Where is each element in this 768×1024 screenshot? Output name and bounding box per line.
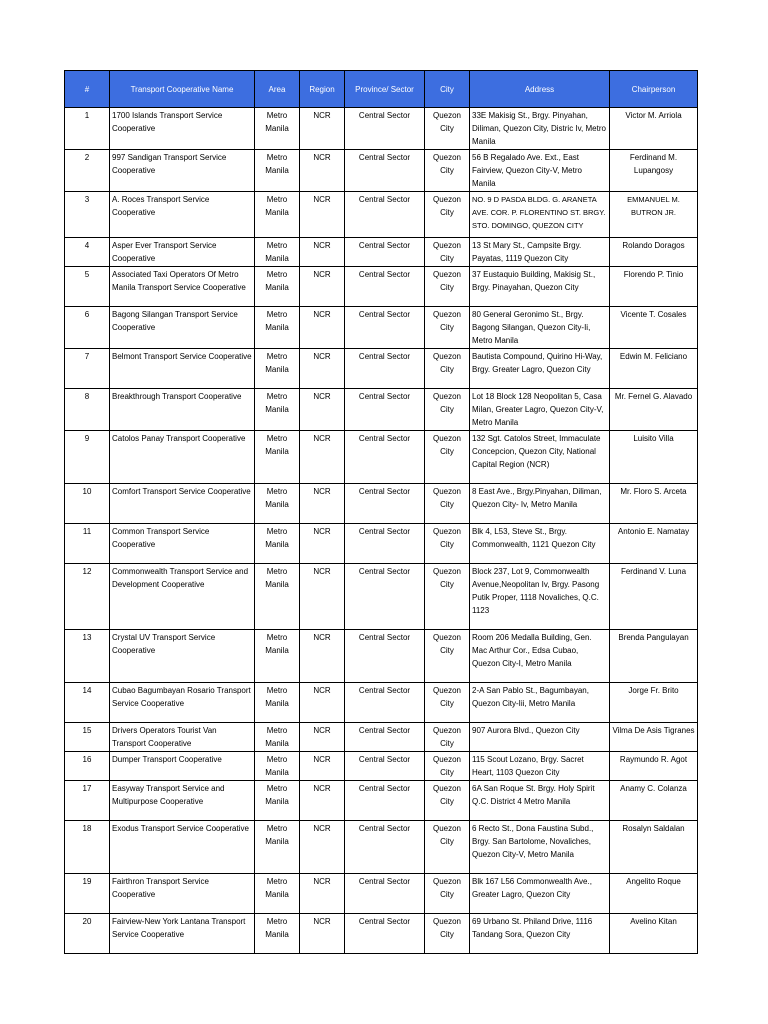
cell-num: 19: [65, 874, 110, 914]
cell-chairperson: Avelino Kitan: [610, 914, 698, 954]
cell-name: Asper Ever Transport Service Cooperative: [110, 238, 255, 267]
cell-address: NO. 9 D PASDA BLDG. G. ARANETA AVE. COR. P. FLORENTINO ST. BRGY. STO. DOMINGO, QUEZON CITY: [470, 192, 610, 238]
cell-address: 6A San Roque St. Brgy. Holy Spirit Q.C. District 4 Metro Manila: [470, 781, 610, 821]
cell-chairperson: Antonio E. Namatay: [610, 524, 698, 564]
cell-address: 69 Urbano St. Philand Drive, 1116 Tandang Sora, Quezon City: [470, 914, 610, 954]
cell-chairperson: Mr. Fernel G. Alavado: [610, 389, 698, 431]
cell-num: 13: [65, 630, 110, 683]
cell-name: Fairthron Transport Service Cooperative: [110, 874, 255, 914]
cell-name: Associated Taxi Operators Of Metro Manila Transport Service Cooperative: [110, 267, 255, 307]
cell-name: Bagong Silangan Transport Service Cooperative: [110, 307, 255, 349]
cell-city: Quezon City: [425, 524, 470, 564]
cell-city: Quezon City: [425, 683, 470, 723]
header-address: Address: [470, 71, 610, 108]
cell-region: NCR: [300, 389, 345, 431]
cell-num: 7: [65, 349, 110, 389]
cell-area: Metro Manila: [255, 723, 300, 752]
cell-city: Quezon City: [425, 431, 470, 484]
header-region: Region: [300, 71, 345, 108]
cell-name: Common Transport Service Cooperative: [110, 524, 255, 564]
cell-address: 2-A San Pablo St., Bagumbayan, Quezon City-Iii, Metro Manila: [470, 683, 610, 723]
cell-region: NCR: [300, 821, 345, 874]
cell-address: 37 Eustaquio Building, Makisig St., Brgy. Pinayahan, Quezon City: [470, 267, 610, 307]
cell-province-sector: Central Sector: [345, 914, 425, 954]
cell-num: 1: [65, 108, 110, 150]
cell-name: Drivers Operators Tourist Van Transport Cooperative: [110, 723, 255, 752]
table-row: [65, 683, 698, 723]
cell-address: 56 B Regalado Ave. Ext., East Fairview, Quezon City-V, Metro Manila: [470, 150, 610, 192]
cell-region: NCR: [300, 914, 345, 954]
cell-name: Cubao Bagumbayan Rosario Transport Service Cooperative: [110, 683, 255, 723]
cell-province-sector: Central Sector: [345, 349, 425, 389]
cell-chairperson: Jorge Fr. Brito: [610, 683, 698, 723]
cell-name: Exodus Transport Service Cooperative: [110, 821, 255, 874]
cell-name: Belmont Transport Service Cooperative: [110, 349, 255, 389]
cell-chairperson: EMMANUEL M. BUTRON JR.: [610, 192, 698, 238]
cell-region: NCR: [300, 723, 345, 752]
table-row: [65, 349, 698, 389]
cell-chairperson: Rosalyn Saldalan: [610, 821, 698, 874]
cell-province-sector: Central Sector: [345, 752, 425, 781]
cell-region: NCR: [300, 307, 345, 349]
table-row: [65, 752, 698, 781]
cell-area: Metro Manila: [255, 431, 300, 484]
cell-province-sector: Central Sector: [345, 389, 425, 431]
header-city: City: [425, 71, 470, 108]
cell-city: Quezon City: [425, 781, 470, 821]
cell-num: 9: [65, 431, 110, 484]
cell-region: NCR: [300, 238, 345, 267]
cell-num: 11: [65, 524, 110, 564]
cell-province-sector: Central Sector: [345, 267, 425, 307]
cell-region: NCR: [300, 630, 345, 683]
cell-area: Metro Manila: [255, 752, 300, 781]
table-row: [65, 821, 698, 874]
cell-num: 2: [65, 150, 110, 192]
cell-city: Quezon City: [425, 914, 470, 954]
cell-address: 907 Aurora Blvd., Quezon City: [470, 723, 610, 752]
cell-province-sector: Central Sector: [345, 484, 425, 524]
cell-area: Metro Manila: [255, 630, 300, 683]
cell-address: Blk 167 L56 Commonwealth Ave., Greater Lagro, Quezon City: [470, 874, 610, 914]
cell-area: Metro Manila: [255, 781, 300, 821]
cell-name: A. Roces Transport Service Cooperative: [110, 192, 255, 238]
cell-chairperson: Brenda Pangulayan: [610, 630, 698, 683]
cell-address: 8 East Ave., Brgy.Pinyahan, Diliman, Quezon City- Iv, Metro Manila: [470, 484, 610, 524]
cell-area: Metro Manila: [255, 192, 300, 238]
cell-num: 15: [65, 723, 110, 752]
cell-city: Quezon City: [425, 484, 470, 524]
cell-area: Metro Manila: [255, 821, 300, 874]
cell-chairperson: Mr. Floro S. Arceta: [610, 484, 698, 524]
cell-address: Bautista Compound, Quirino Hi-Way, Brgy. Greater Lagro, Quezon City: [470, 349, 610, 389]
table-row: [65, 723, 698, 752]
header-name: Transport Cooperative Name: [110, 71, 255, 108]
cell-province-sector: Central Sector: [345, 431, 425, 484]
cell-num: 10: [65, 484, 110, 524]
cell-chairperson: Angelito Roque: [610, 874, 698, 914]
header-province-sector: Province/ Sector: [345, 71, 425, 108]
cell-name: 1700 Islands Transport Service Cooperative: [110, 108, 255, 150]
table-row: [65, 238, 698, 267]
cell-province-sector: Central Sector: [345, 564, 425, 630]
cell-province-sector: Central Sector: [345, 874, 425, 914]
cell-num: 3: [65, 192, 110, 238]
cell-province-sector: Central Sector: [345, 192, 425, 238]
cell-chairperson: Anamy C. Colanza: [610, 781, 698, 821]
cell-city: Quezon City: [425, 723, 470, 752]
cell-area: Metro Manila: [255, 267, 300, 307]
table-row: [65, 431, 698, 484]
cell-region: NCR: [300, 564, 345, 630]
cell-chairperson: Vicente T. Cosales: [610, 307, 698, 349]
cell-region: NCR: [300, 431, 345, 484]
cell-province-sector: Central Sector: [345, 307, 425, 349]
cell-num: 20: [65, 914, 110, 954]
cell-name: Easyway Transport Service and Multipurpose Cooperative: [110, 781, 255, 821]
cell-region: NCR: [300, 484, 345, 524]
cell-num: 18: [65, 821, 110, 874]
cell-region: NCR: [300, 150, 345, 192]
cell-province-sector: Central Sector: [345, 630, 425, 683]
header-area: Area: [255, 71, 300, 108]
cell-num: 4: [65, 238, 110, 267]
cell-chairperson: Vilma De Asis Tigranes: [610, 723, 698, 752]
cell-area: Metro Manila: [255, 238, 300, 267]
cell-city: Quezon City: [425, 752, 470, 781]
cell-city: Quezon City: [425, 238, 470, 267]
cell-address: 80 General Geronimo St., Brgy. Bagong Silangan, Quezon City-Ii, Metro Manila: [470, 307, 610, 349]
cell-area: Metro Manila: [255, 524, 300, 564]
cell-name: Comfort Transport Service Cooperative: [110, 484, 255, 524]
cell-city: Quezon City: [425, 267, 470, 307]
cell-province-sector: Central Sector: [345, 150, 425, 192]
cell-city: Quezon City: [425, 192, 470, 238]
cell-name: 997 Sandigan Transport Service Cooperative: [110, 150, 255, 192]
table-row: [65, 524, 698, 564]
cell-region: NCR: [300, 267, 345, 307]
cell-address: 13 St Mary St., Campsite Brgy. Payatas, 1119 Quezon City: [470, 238, 610, 267]
table-row: [65, 874, 698, 914]
table-row: [65, 630, 698, 683]
cell-city: Quezon City: [425, 108, 470, 150]
cell-name: Fairview-New York Lantana Transport Service Cooperative: [110, 914, 255, 954]
cell-chairperson: Ferdinand V. Luna: [610, 564, 698, 630]
cell-city: Quezon City: [425, 389, 470, 431]
cell-area: Metro Manila: [255, 564, 300, 630]
cell-area: Metro Manila: [255, 108, 300, 150]
cell-address: Block 237, Lot 9, Commonwealth Avenue,Neopolitan Iv, Brgy. Pasong Putik Proper, 1118 Novaliches, Q.C. 1123: [470, 564, 610, 630]
cell-area: Metro Manila: [255, 484, 300, 524]
cell-name: Dumper Transport Cooperative: [110, 752, 255, 781]
cell-city: Quezon City: [425, 564, 470, 630]
cell-province-sector: Central Sector: [345, 238, 425, 267]
cell-city: Quezon City: [425, 630, 470, 683]
table-body: [65, 108, 698, 954]
cell-name: Crystal UV Transport Service Cooperative: [110, 630, 255, 683]
cell-region: NCR: [300, 524, 345, 564]
cell-chairperson: Edwin M. Feliciano: [610, 349, 698, 389]
cell-city: Quezon City: [425, 349, 470, 389]
cell-region: NCR: [300, 683, 345, 723]
table-row: [65, 108, 698, 150]
cell-name: Commonwealth Transport Service and Development Cooperative: [110, 564, 255, 630]
cell-chairperson: Florendo P. Tinio: [610, 267, 698, 307]
cell-area: Metro Manila: [255, 307, 300, 349]
cell-num: 17: [65, 781, 110, 821]
cell-address: 33E Makisig St., Brgy. Pinyahan, Diliman, Quezon City, Distric Iv, Metro Manila: [470, 108, 610, 150]
table-row: [65, 150, 698, 192]
cell-num: 14: [65, 683, 110, 723]
cell-chairperson: Luisito Villa: [610, 431, 698, 484]
cell-city: Quezon City: [425, 150, 470, 192]
table-row: [65, 484, 698, 524]
cell-address: Blk 4, L53, Steve St., Brgy. Commonwealth, 1121 Quezon City: [470, 524, 610, 564]
cell-address: Lot 18 Block 128 Neopolitan 5, Casa Milan, Greater Lagro, Quezon City-V, Metro Manila: [470, 389, 610, 431]
cell-city: Quezon City: [425, 874, 470, 914]
cell-address: Room 206 Medalla Building, Gen. Mac Arthur Cor., Edsa Cubao, Quezon City-I, Metro Manila: [470, 630, 610, 683]
cell-region: NCR: [300, 781, 345, 821]
cell-region: NCR: [300, 874, 345, 914]
cell-city: Quezon City: [425, 821, 470, 874]
cooperatives-table: [64, 70, 698, 954]
cell-province-sector: Central Sector: [345, 821, 425, 874]
cell-num: 5: [65, 267, 110, 307]
cell-area: Metro Manila: [255, 914, 300, 954]
table-row: [65, 267, 698, 307]
cell-area: Metro Manila: [255, 349, 300, 389]
header-row: [65, 71, 698, 108]
cell-area: Metro Manila: [255, 150, 300, 192]
cell-region: NCR: [300, 349, 345, 389]
cell-name: Catolos Panay Transport Cooperative: [110, 431, 255, 484]
cell-province-sector: Central Sector: [345, 723, 425, 752]
cell-area: Metro Manila: [255, 389, 300, 431]
cell-province-sector: Central Sector: [345, 524, 425, 564]
cell-region: NCR: [300, 108, 345, 150]
cell-address: 6 Recto St., Dona Faustina Subd., Brgy. San Bartolome, Novaliches, Quezon City-V, Metro Manila: [470, 821, 610, 874]
header-num: #: [65, 71, 110, 108]
table-row: [65, 307, 698, 349]
cell-chairperson: Victor M. Arriola: [610, 108, 698, 150]
cell-province-sector: Central Sector: [345, 781, 425, 821]
cell-province-sector: Central Sector: [345, 108, 425, 150]
header-chairperson: Chairperson: [610, 71, 698, 108]
cell-chairperson: Raymundo R. Agot: [610, 752, 698, 781]
table-row: [65, 914, 698, 954]
cell-city: Quezon City: [425, 307, 470, 349]
cell-name: Breakthrough Transport Cooperative: [110, 389, 255, 431]
cell-region: NCR: [300, 752, 345, 781]
cell-chairperson: Ferdinand M. Lupangosy: [610, 150, 698, 192]
cell-num: 16: [65, 752, 110, 781]
cell-address: 132 Sgt. Catolos Street, Immaculate Concepcion, Quezon City, National Capital Region (NCR): [470, 431, 610, 484]
cell-num: 8: [65, 389, 110, 431]
cell-chairperson: Rolando Doragos: [610, 238, 698, 267]
cell-num: 6: [65, 307, 110, 349]
table-row: [65, 564, 698, 630]
table-row: [65, 781, 698, 821]
cell-num: 12: [65, 564, 110, 630]
table-row: [65, 389, 698, 431]
cell-region: NCR: [300, 192, 345, 238]
cell-area: Metro Manila: [255, 683, 300, 723]
table-row: [65, 192, 698, 238]
cell-province-sector: Central Sector: [345, 683, 425, 723]
cell-area: Metro Manila: [255, 874, 300, 914]
cell-address: 115 Scout Lozano, Brgy. Sacret Heart, 1103 Quezon City: [470, 752, 610, 781]
